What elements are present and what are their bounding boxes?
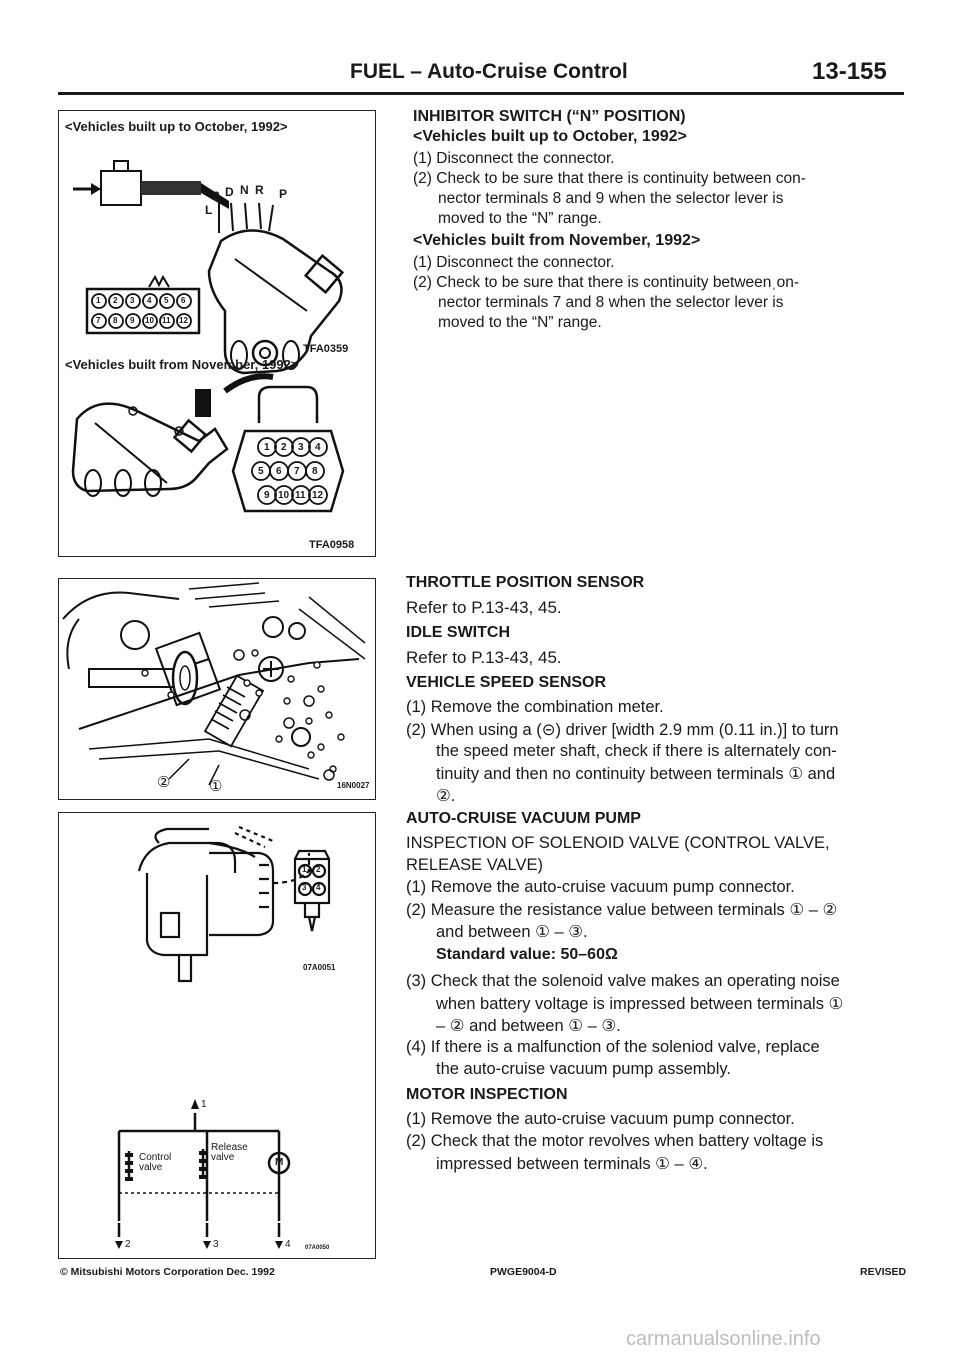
range-letter: N <box>240 183 249 197</box>
figure-code-07a0050: 07A0050 <box>305 1245 330 1251</box>
figure-code-16n0027: 16N0027 <box>337 781 370 790</box>
terminal-number: 1 <box>201 1099 207 1110</box>
pin-number: 9 <box>264 490 270 501</box>
pin-number: 8 <box>312 466 318 477</box>
text-line: (2) Check to be sure that there is continuity betweenˌon- <box>413 274 799 291</box>
pin-number: 6 <box>276 466 282 477</box>
text-line: when battery voltage is impressed between terminals ① <box>436 995 844 1013</box>
text-line: Refer to P.13-43, 45. <box>406 598 562 617</box>
heading-auto-cruise-vacuum-pump: AUTO-CRUISE VACUUM PUMP <box>406 810 641 827</box>
vacuum-pump-drawing <box>59 813 375 1258</box>
pin-number: 1 <box>264 442 270 453</box>
motor-symbol: M <box>275 1157 284 1168</box>
text-line: the auto-cruise vacuum pump assembly. <box>436 1060 731 1078</box>
range-letter: P <box>279 187 288 201</box>
heading-idle-switch: IDLE SWITCH <box>406 624 510 641</box>
heading-vehicle-speed-sensor: VEHICLE SPEED SENSOR <box>406 674 607 691</box>
pin-number: 3 <box>298 442 304 453</box>
pin-number: 7 <box>96 316 101 325</box>
terminal-number: 3 <box>213 1239 219 1250</box>
pin-number: 10 <box>278 490 290 501</box>
terminal-label: ① <box>209 778 223 795</box>
text-line: impressed between terminals ① – ④. <box>436 1155 708 1173</box>
pin-number: 9 <box>130 316 135 325</box>
heading-motor-inspection: MOTOR INSPECTION <box>406 1086 568 1103</box>
pin-number: 5 <box>258 466 264 477</box>
terminal-number: 2 <box>125 1239 131 1250</box>
terminal-number: 4 <box>285 1239 291 1250</box>
range-letter: D <box>225 185 234 199</box>
subheading-from-nov-1992: <Vehicles built from November, 1992> <box>413 232 701 249</box>
text-line: (2) Measure the resistance value between terminals ① – ② <box>406 901 838 919</box>
pin-number: 12 <box>179 316 188 325</box>
footer-copyright: © Mitsubishi Motors Corporation Dec. 1992 <box>60 1266 275 1278</box>
terminal-label: ② <box>157 774 171 791</box>
figure-inhibitor-switch <box>58 110 376 557</box>
pin-number: 3 <box>130 296 135 305</box>
text-line: (1) Disconnect the connector. <box>413 150 615 167</box>
figure-code-07a0051: 07A0051 <box>303 963 336 972</box>
connector-a-pins <box>92 294 191 328</box>
pin-number: 7 <box>294 466 300 477</box>
text-line: (2) Check that the motor revolves when battery voltage is <box>406 1132 824 1150</box>
text-line: tinuity and then no continuity between terminals ① and <box>436 765 836 783</box>
range-letter: L <box>205 203 213 217</box>
pin-number: 12 <box>312 490 324 501</box>
text-line: (2) When using a (⊝) driver [width 2.9 mm (0.11 in.)] to turn <box>406 721 839 739</box>
range-letter: 2 <box>213 189 220 203</box>
pin-number: 8 <box>113 316 118 325</box>
text-line: nector terminals 7 and 8 when the selector lever is <box>438 294 784 311</box>
text-line: ②. <box>436 787 456 805</box>
text-line: (1) Remove the auto-cruise vacuum pump connector. <box>406 1110 795 1128</box>
pin-number: 6 <box>181 296 186 305</box>
watermark: carmanualsonline.info <box>626 1328 821 1350</box>
footer-doc-code: PWGE9004-D <box>490 1266 557 1278</box>
text-line: (1) Remove the auto-cruise vacuum pump connector. <box>406 878 795 896</box>
subheading-up-to-oct-1992: <Vehicles built up to October, 1992> <box>413 128 687 145</box>
range-letter: R <box>255 183 264 197</box>
pin-number: 2 <box>113 296 118 305</box>
heading-inhibitor-switch: INHIBITOR SWITCH (“N” POSITION) <box>413 108 686 125</box>
release-valve-label: Release valve <box>211 1142 248 1163</box>
page-number: 13-155 <box>812 58 887 85</box>
pin-number: 1 <box>96 296 101 305</box>
text-line: moved to the “N” range. <box>438 314 602 331</box>
footer-revised: REVISED <box>860 1266 907 1278</box>
control-valve-label: Control valve <box>139 1152 172 1173</box>
text-line: RELEASE VALVE) <box>406 856 543 874</box>
pin-number: 5 <box>164 296 169 305</box>
figure-vacuum-pump <box>58 812 376 1259</box>
text-line: the speed meter shaft, check if there is alternately con- <box>436 742 837 760</box>
page-title: FUEL – Auto-Cruise Control <box>350 60 628 83</box>
pin-number: 11 <box>162 316 171 325</box>
text-line: INSPECTION OF SOLENOID VALVE (CONTROL VALVE, <box>406 834 830 852</box>
pin-number: 10 <box>145 316 154 325</box>
caption-vehicles-from-nov-1992: <Vehicles built from November, 1992> <box>65 357 299 372</box>
standard-value: Standard value: 50–60Ω <box>436 946 618 963</box>
pin-number: 2 <box>316 865 321 874</box>
text-line: nector terminals 8 and 9 when the selector lever is <box>438 190 784 207</box>
pin-number: 4 <box>147 296 152 305</box>
figure-vehicle-speed-sensor <box>58 578 376 800</box>
pump-connector <box>295 851 329 931</box>
text-line: moved to the “N” range. <box>438 210 602 227</box>
pin-number: 4 <box>315 442 321 453</box>
inhibitor-switch-drawing <box>59 111 375 556</box>
caption-vehicles-up-to-oct-1992: <Vehicles built up to October, 1992> <box>65 119 288 134</box>
header-rule <box>58 92 904 95</box>
text-line: Refer to P.13-43, 45. <box>406 648 562 667</box>
pin-number: 11 <box>295 490 306 501</box>
heading-throttle-position-sensor: THROTTLE POSITION SENSOR <box>406 574 645 591</box>
text-line: (4) If there is a malfunction of the soleniod valve, replace <box>406 1038 820 1056</box>
text-line: – ② and between ① – ③. <box>436 1017 621 1035</box>
pin-number: 2 <box>281 442 287 453</box>
pin-number: 4 <box>316 883 321 892</box>
text-line: and between ① – ③. <box>436 923 588 941</box>
pin-number: 1 <box>302 865 307 874</box>
figure-code-tfa0359: TFA0359 <box>303 343 349 355</box>
pin-number: 3 <box>302 883 307 892</box>
text-line: (1) Disconnect the connector. <box>413 254 615 271</box>
figure-code-tfa0958: TFA0958 <box>309 539 355 551</box>
text-line: (3) Check that the solenoid valve makes an operating noise <box>406 972 840 990</box>
text-line: (2) Check to be sure that there is continuity between con- <box>413 170 806 187</box>
text-line: (1) Remove the combination meter. <box>406 698 664 716</box>
speed-meter-drawing <box>59 579 375 799</box>
